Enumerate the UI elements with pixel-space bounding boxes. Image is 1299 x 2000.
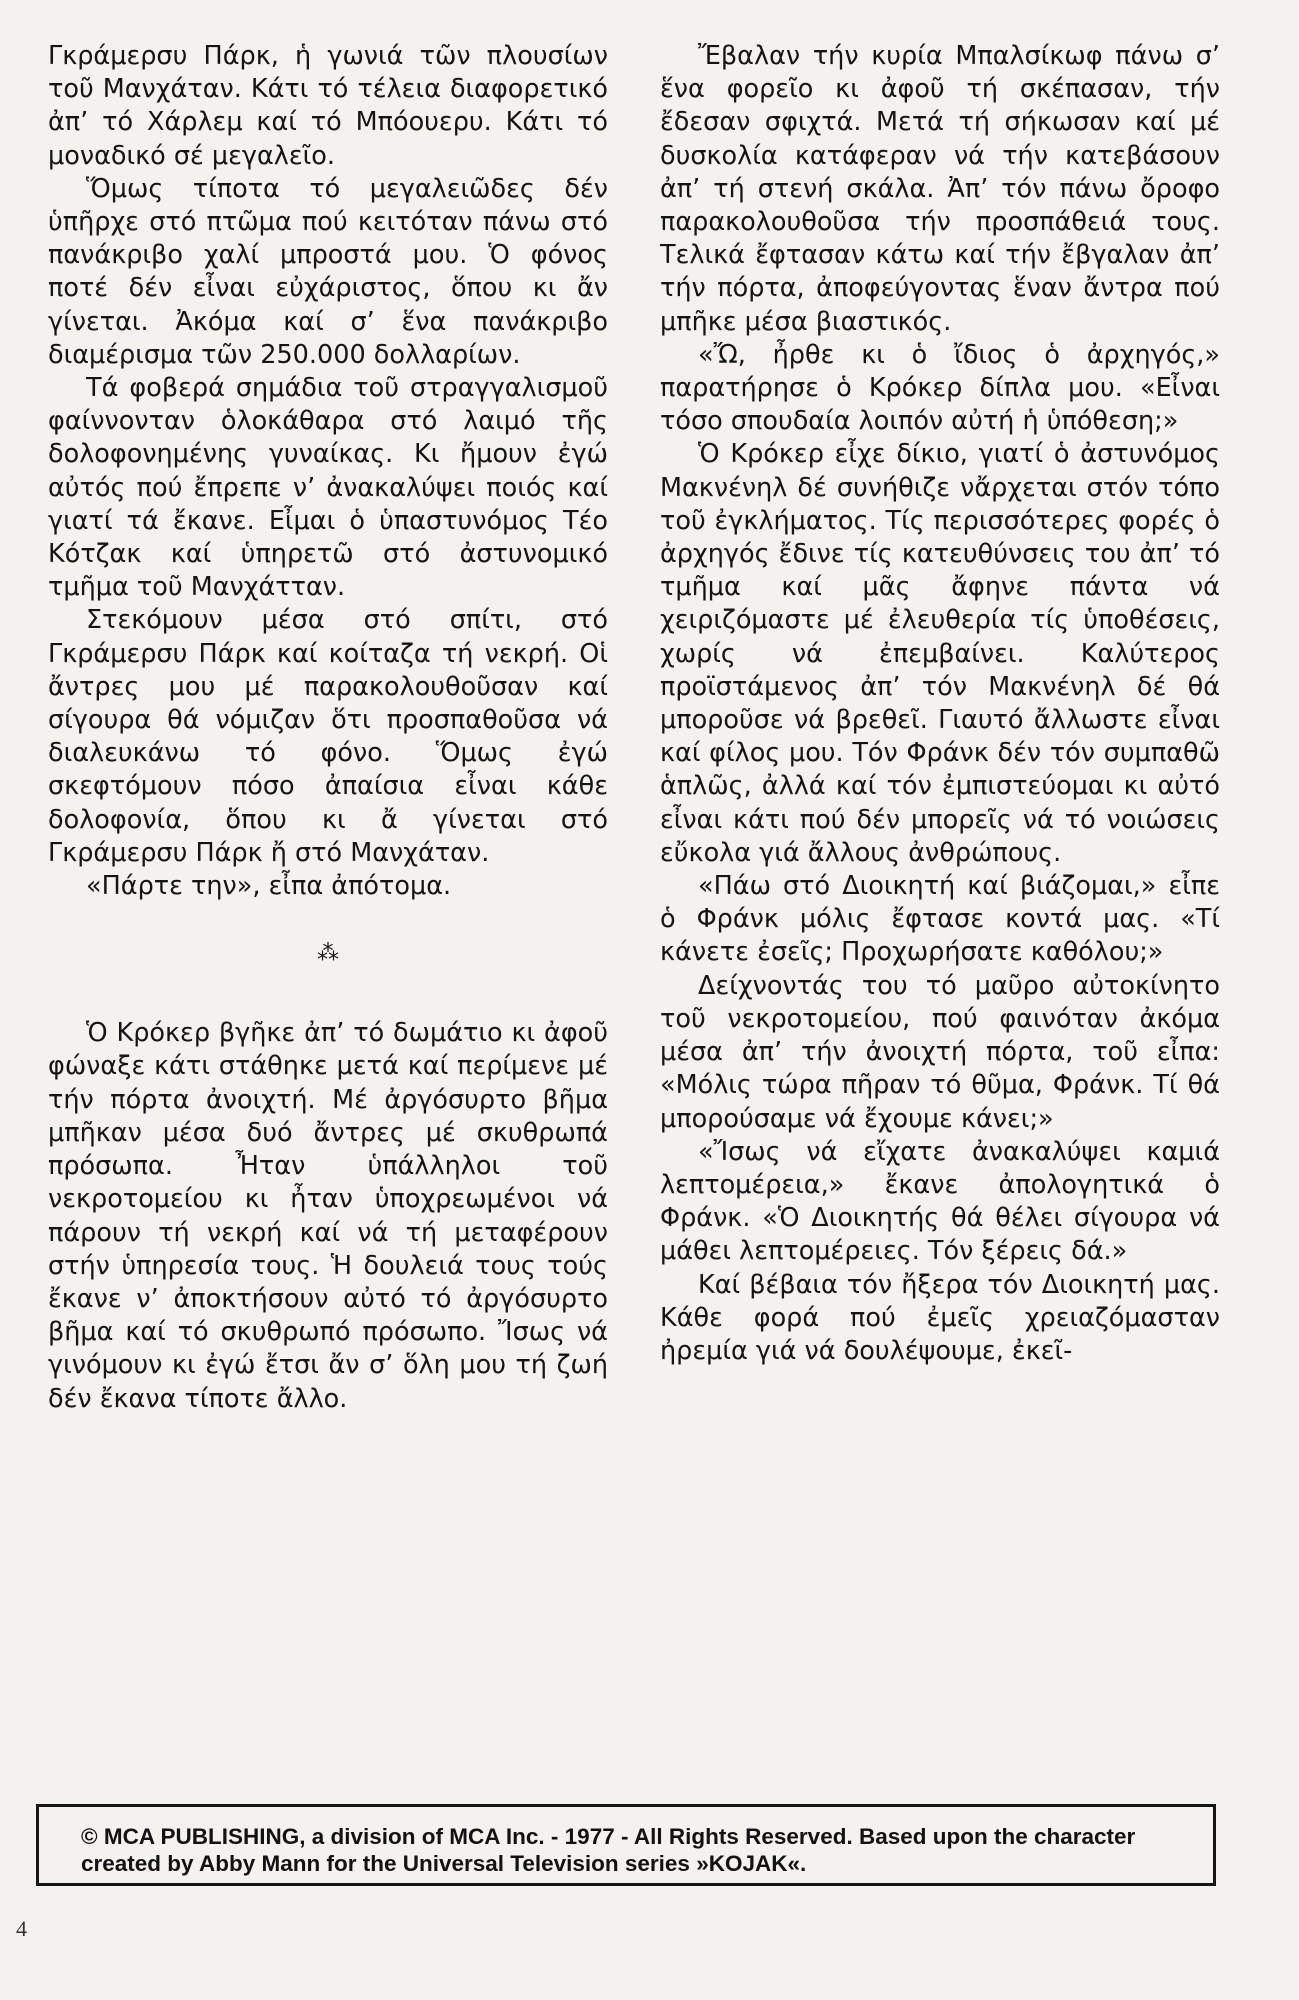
left-column <box>48 40 608 1416</box>
paragraph: Γκράμερσυ Πάρκ, ἡ γωνιά τῶν πλουσίων τοῦ Μανχάταν. Κάτι τό τέλεια διαφορετικό ἀπ’ τό Χάρλεμ καί τό Μπόουερυ. Κάτι τό μοναδικό σέ μεγαλεῖο. <box>48 41 608 171</box>
paragraph: «Πάρτε την», εἶπα ἀπότομα. <box>86 871 452 902</box>
paragraph: Δείχνοντάς του τό μαῦρο αὐτοκίνητο τοῦ νεκροτομείου, πού φαινόταν ἀκόμα μέσα ἀπ’ τήν ἀνοιχτή πόρτα, τοῦ εἶπα: «Μόλις τώρα πῆραν τό θῦμα, Φράνκ. Τί θά μπορούσαμε νά ἔχουμε κάνει;» <box>660 970 1220 1134</box>
paragraph: «Πάω στό Διοικητή καί βιάζομαι,» εἶπε ὁ Φράνκ μόλις ἔφτασε κοντά μας. «Τί κάνετε ἐσεῖς; Προχωρήσατε καθόλου;» <box>660 871 1220 968</box>
paragraph: Καί βέβαια τόν ἤξερα τόν Διοικητή μας. Κάθε φορά πού ἐμεῖς χρειαζόμασταν ἠρεμία γιά νά δουλέψουμε, ἐκεῖ- <box>660 1269 1220 1366</box>
paragraph: Ὅμως τίποτα τό μεγαλειῶδες δέν ὑπῆρχε στό πτῶμα πού κειτόταν πάνω στό πανάκριβο χαλί μπροστά μου. Ὁ φόνος ποτέ δέν εἶναι εὐχάριστος, ὅπου κι ἄν γίνεται. Ἀκόμα καί σ’ ἕνα πανάκριβο διαμέρισμα τῶν 250.000 δολλαρίων. <box>48 173 608 370</box>
paragraph: «Ὤ, ἦρθε κι ὁ ἴδιος ὁ ἀρχηγός,» παρατήρησε ὁ Κρόκερ δίπλα μου. «Εἶναι τόσο σπουδαία λοιπόν αὐτή ἡ ὑπόθεση;» <box>660 339 1220 437</box>
paragraph: Ὁ Κρόκερ βγῆκε ἀπ’ τό δωμάτιο κι ἀφοῦ φώναξε κάτι στάθηκε μετά καί περίμενε μέ τήν πόρτα ἀνοιχτή. Μέ ἀργόσυρτο βῆμα μπῆκαν μέσα δυό ἄντρες μέ σκυθρωπά πρόσωπα. Ἦταν ὑπάλληλοι τοῦ νεκροτομείου κι ἦταν ὑποχρεωμένοι νά πάρουν τή νεκρή καί νά τή μεταφέρουν στήν ὑπηρεσία τους. Ἡ δουλειά τους τούς ἔκανε ν’ ἀποκτήσουν αὐτό τό ἀργόσυρτο βῆμα καί τό σκυθρωπό πρόσωπο. Ἴσως νά γινόμουν κι ἐγώ ἔτσι ἄν σ’ ὅλη μου τή ζωή δέν ἔκανα τίποτε ἄλλο. <box>48 1018 608 1414</box>
right-column <box>660 40 1220 1368</box>
paragraph: «Ἴσως νά εἴχατε ἀνακαλύψει καμιά λεπτομέρεια,» ἔκανε ἀπολογητικά ὁ Φράνκ. «Ὁ Διοικητής θά θέλει σίγουρα νά μάθει λεπτομέρειες. Τόν ξέρεις δά.» <box>660 1136 1220 1267</box>
section-separator: ⁂ <box>317 941 339 967</box>
paragraph: Τά φοβερά σημάδια τοῦ στραγγαλισμοῦ φαίννονταν ὁλοκάθαρα στό λαιμό τῆς δολοφονημένης γυναίκας. Κι ἤμουν ἐγώ αὐτός πού ἔπρεπε ν’ ἀνακαλύψει ποιός καί γιατί τά ἔκανε. Εἶμαι ὁ ὑπαστυνόμος Τέο Κότζακ καί ὑπηρετῶ στό ἀστυνομικό τμῆμα τοῦ Μανχάτταν. <box>48 373 608 603</box>
page-number: 4 <box>16 1916 27 1941</box>
paragraph: Ἔβαλαν τήν κυρία Μπαλσίκωφ πάνω σ’ ἕνα φορεῖο κι ἀφοῦ τή σκέπασαν, τήν ἔδεσαν σφιχτά. Μετά τή σήκωσαν καί μέ δυσκολία κατάφεραν νά τήν κατεβάσουν ἀπ’ τή στενή σκάλα. Ἀπ’ τόν πάνω ὄροφο παρακολουθοῦσα τήν προσπάθειά τους. Τελικά ἔφτασαν κάτω καί τήν ἔβγαλαν ἀπ’ τήν πόρτα, ἀποφεύγοντας ἕναν ἄντρα πού μπῆκε μέσα βιαστικός. <box>660 41 1220 337</box>
paragraph: Στεκόμουν μέσα στό σπίτι, στό Γκράμερσυ Πάρκ καί κοίταζα τή νεκρή. Οἱ ἄντρες μου μέ παρακολουθοῦσαν καί σίγουρα θά νόμιζαν ὅτι προσπαθοῦσα νά διαλευκάνω τό φόνο. Ὅμως ἐγώ σκεφτόμουν πόσο ἀπαίσια εἶναι κάθε δολοφονία, ὅπου κι ἄ γίνεται στό Γκράμερσυ Πάρκ ἤ στό Μανχάταν. <box>48 605 608 868</box>
paragraph: Ὁ Κρόκερ εἶχε δίκιο, γιατί ὁ ἀστυνόμος Μακνένηλ δέ συνήθιζε νἄρχεται στόν τόπο τοῦ ἐγκλήματος. Τίς περισσότερες φορές ὁ ἀρχηγός ἔδινε τίς κατευθύνσεις του ἀπ’ τό τμῆμα καί μᾶς ἄφηνε πάντα νά χειριζόμαστε μέ ἐλευθερία τίς ὑποθέσεις, χωρίς νά ἐπεμβαίνει. Καλύτερος προϊστάμενος ἀπ’ τόν Μακνένηλ δέ θά μποροῦσε νά βρεθεῖ. Γιαυτό ἄλλωστε εἶναι καί φίλος μου. Τόν Φράνκ δέν τόν συμπαθῶ ἁπλῶς, ἀλλά καί τόν ἐμπιστεύομαι κι αὐτό εἶναι κάτι πού δέν μπορεῖς νά τό νοιώσεις εὔκολα γιά ἄλλους ἀνθρώπους. <box>660 439 1220 868</box>
copyright-notice: © MCA PUBLISHING, a division of MCA Inc. - 1977 - All Rights Reserved. Based upon the character created by Abby Mann for the Universal Television series »KOJAK«. <box>36 1804 1216 1886</box>
